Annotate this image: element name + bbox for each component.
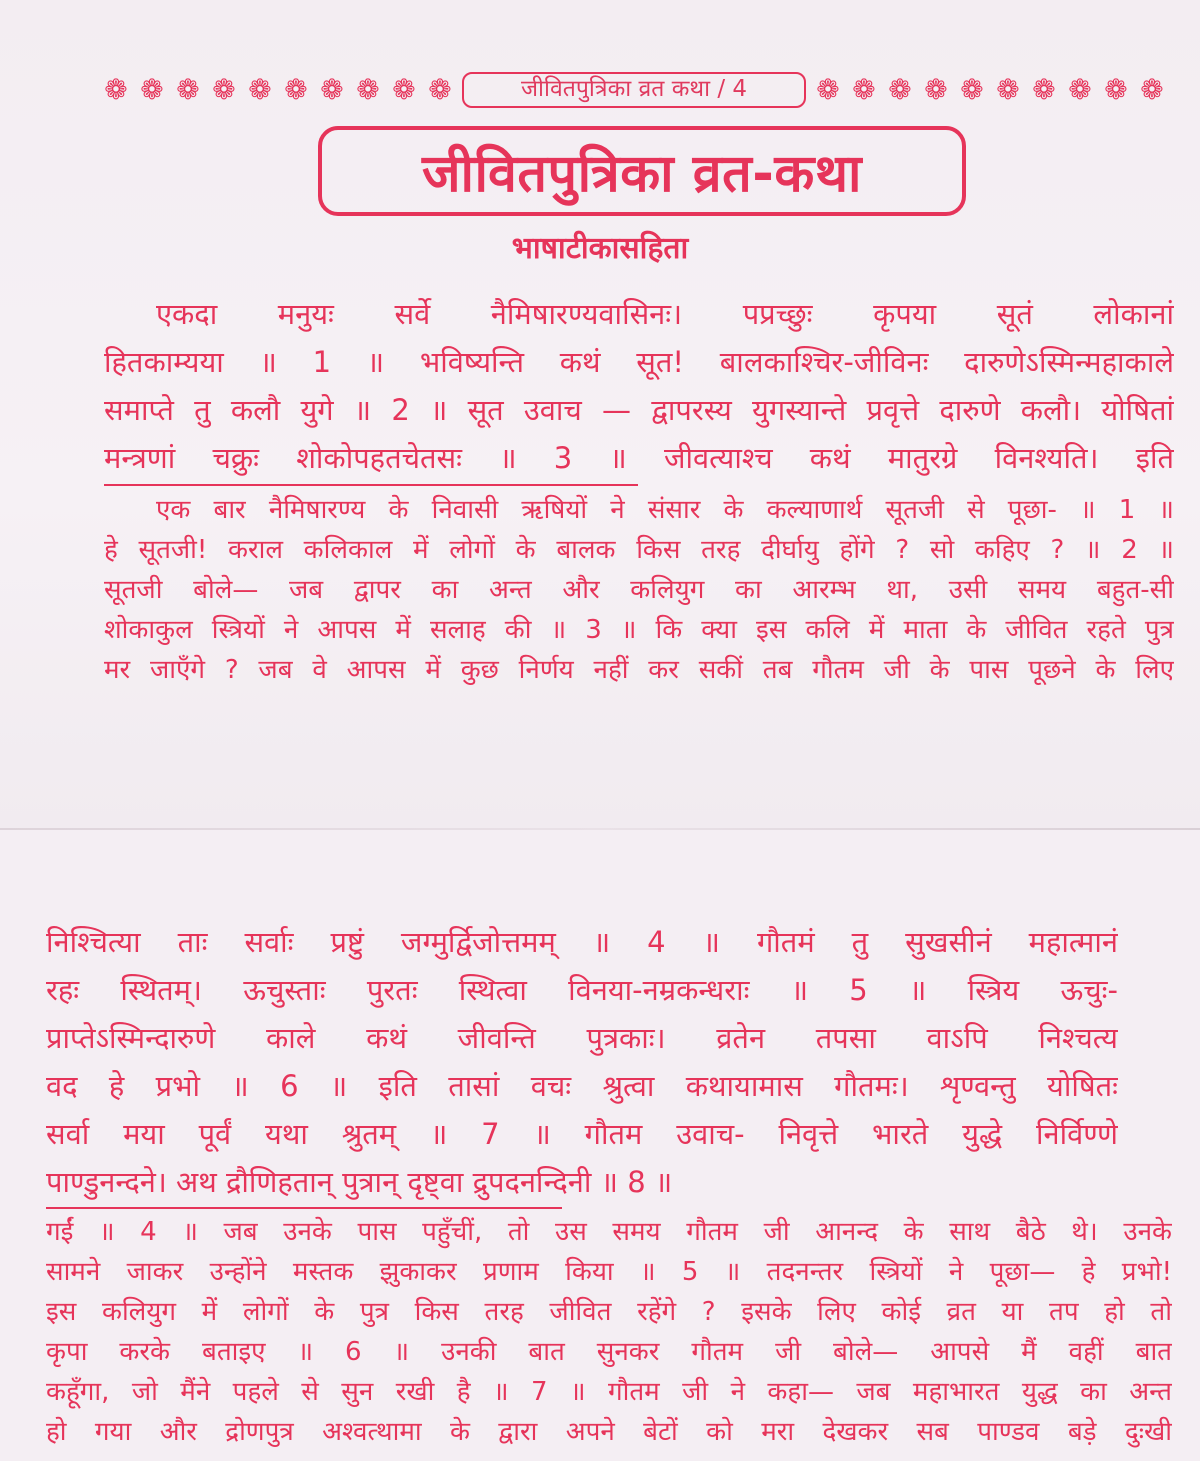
verse-line: प्राप्तेऽस्मिन्दारुणे काले कथं जीवन्ति पुत्रकाः। व्रतेन तपसा वाऽपि निश्चत्य (46, 1021, 1118, 1055)
flower-ornament-icon: ❁ (816, 73, 840, 106)
flower-ornament-icon: ❁ (320, 73, 344, 106)
verse-line: समाप्ते तु कलौ युगे ॥ 2 ॥ सूत उवाच — द्वापरस्य युगस्यान्ते प्रवृत्ते दारुणे कलौ। योषितां (104, 393, 1174, 427)
flower-ornament-icon: ❁ (1068, 73, 1092, 106)
flower-ornament-icon: ❁ (428, 73, 452, 106)
flower-ornament-icon: ❁ (888, 73, 912, 106)
ornament-row-right (812, 74, 1168, 110)
verse-line: वद हे प्रभो ॥ 6 ॥ इति तासां वचः श्रुत्वा कथायामास गौतमः। शृण्वन्तु योषितः (46, 1069, 1118, 1103)
translation-line: गईं ॥ 4 ॥ जब उनके पास पहुँचीं, तो उस समय गौतम जी आनन्द के साथ बैठे थे। उनके (46, 1217, 1172, 1247)
flower-ornament-icon: ❁ (1104, 73, 1128, 106)
verse-line: मन्त्रणां चक्रुः शोकोपहतचेतसः ॥ 3 ॥ जीवत्याश्च कथं मातुरग्रे विनश्यति। इति (104, 441, 1174, 475)
ornament-row-left (100, 74, 456, 110)
hindi-translation-block-2 (46, 1212, 1172, 1452)
flower-ornament-icon: ❁ (1032, 73, 1056, 106)
translation-line: शोकाकुल स्त्रियों ने आपस में सलाह की ॥ 3 ॥ कि क्या इस कलि में माता के जीवित रहते पुत्र (104, 615, 1174, 645)
flower-ornament-icon: ❁ (248, 73, 272, 106)
header-band (100, 68, 1180, 116)
sanskrit-verse-block-2 (46, 918, 1118, 1206)
verse-line: निश्चित्या ताः सर्वाः प्रष्टुं जग्मुर्द्विजोत्तमम् ॥ 4 ॥ गौतमं तु सुखसीनं महात्मानं (46, 925, 1118, 959)
section-divider (104, 484, 638, 486)
verse-line: हितकाम्यया ॥ 1 ॥ भविष्यन्ति कथं सूत! बालकाश्चिर-जीविनः दारुणेऽस्मिन्महाकाले (104, 345, 1174, 379)
flower-ornament-icon: ❁ (852, 73, 876, 106)
translation-line: एक बार नैमिषारण्य के निवासी ऋषियों ने संसार के कल्याणार्थ सूतजी से पूछा- ॥ 1 ॥ (156, 495, 1174, 525)
page-subtitle: भाषाटीकासहिता (511, 231, 689, 266)
page-title: जीवितपुत्रिका व्रत-कथा (421, 143, 863, 204)
translation-line: सामने जाकर उन्होंने मस्तक झुकाकर प्रणाम किया ॥ 5 ॥ तदनन्तर स्त्रियों ने पूछा— हे प्रभो! (46, 1257, 1172, 1287)
flower-ornament-icon: ❁ (356, 73, 380, 106)
translation-line: मर जाएँगे ? जब वे आपस में कुछ निर्णय नहीं कर सकीं तब गौतम जी के पास पूछने के लिए (104, 655, 1174, 685)
translation-line: हे सूतजी! कराल कलिकाल में लोगों के बालक किस तरह दीर्घायु होंगे ? सो कहिए ? ॥ 2 ॥ (104, 535, 1174, 565)
translation-line: हो गया और द्रोणपुत्र अश्वत्थामा के द्वारा अपने बेटों को मरा देखकर सब पाण्डव बड़े दुःखी (46, 1417, 1172, 1447)
verse-line: सर्वा मया पूर्वं यथा श्रुतम् ॥ 7 ॥ गौतम उवाच- निवृत्ते भारते युद्धे निर्विण्णे (46, 1117, 1118, 1151)
flower-ornament-icon: ❁ (996, 73, 1020, 106)
page-fold-crease (0, 828, 1200, 830)
running-head: जीवितपुत्रिका व्रत कथा / 4 (462, 72, 806, 108)
title-box (318, 126, 966, 216)
flower-ornament-icon: ❁ (104, 73, 128, 106)
section-divider (46, 1207, 562, 1209)
translation-line: कृपा करके बताइए ॥ 6 ॥ उनकी बात सुनकर गौतम जी बोले— आपसे मैं वहीं बात (46, 1337, 1172, 1367)
flower-ornament-icon: ❁ (1140, 73, 1164, 106)
flower-ornament-icon: ❁ (140, 73, 164, 106)
flower-ornament-icon: ❁ (924, 73, 948, 106)
hindi-translation-block-1 (104, 490, 1174, 690)
flower-ornament-icon: ❁ (392, 73, 416, 106)
flower-ornament-icon: ❁ (960, 73, 984, 106)
sanskrit-verse-block-1 (104, 290, 1174, 482)
verse-line: रहः स्थितम्। ऊचुस्ताः पुरतः स्थित्वा विनया-नम्रकन्धराः ॥ 5 ॥ स्त्रिय ऊचुः- (46, 973, 1118, 1007)
verse-line: पाण्डुनन्दने। अथ द्रौणिहतान् पुत्रान् दृष्ट्वा द्रुपदनन्दिनी ॥ 8 ॥ (46, 1165, 673, 1199)
translation-line: इस कलियुग में लोगों के पुत्र किस तरह जीवित रहेंगे ? इसके लिए कोई व्रत या तप हो तो (46, 1297, 1172, 1327)
flower-ornament-icon: ❁ (176, 73, 200, 106)
verse-line: एकदा मनुयः सर्वे नैमिषारण्यवासिनः। पप्रच्छुः कृपया सूतं लोकानां (156, 297, 1174, 331)
translation-line: सूतजी बोले— जब द्वापर का अन्त और कलियुग का आरम्भ था, उसी समय बहुत-सी (104, 575, 1174, 605)
flower-ornament-icon: ❁ (212, 73, 236, 106)
translation-line: कहूँगा, जो मैंने पहले से सुन रखी है ॥ 7 ॥ गौतम जी ने कहा— जब महाभारत युद्ध का अन्त (46, 1377, 1172, 1407)
flower-ornament-icon: ❁ (284, 73, 308, 106)
